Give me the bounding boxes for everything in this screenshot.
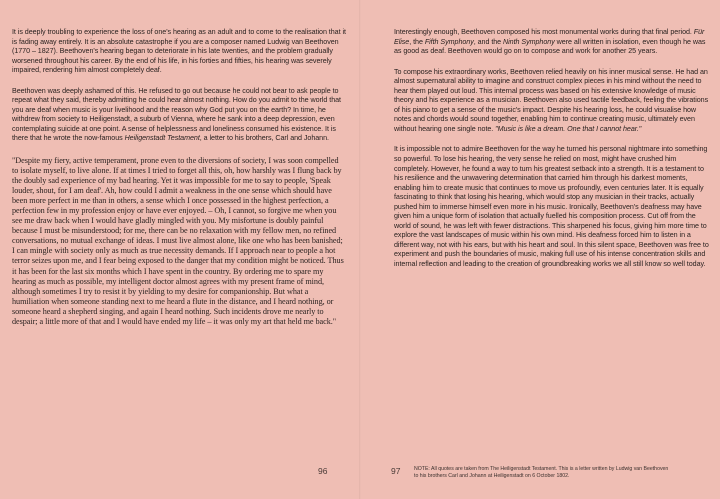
right-paragraph-2 xyxy=(394,68,710,135)
beethoven-quote: "Music is like a dream. One that I cannot hear." xyxy=(495,124,642,133)
left-page-column xyxy=(12,28,346,338)
testament-title: Heiligenstadt Testament xyxy=(124,134,200,143)
page-number-left: 96 xyxy=(318,466,328,476)
footnote-line-1: NOTE: All quotes are taken from The Heiligenstadt Testament. This is a letter written by Ludwig van Beethoven xyxy=(414,466,669,472)
left-paragraph-2-text-a: Beethoven was deeply ashamed of this. He refused to go out because he could not bear to ask people to repeat what they said, thereby admitting he could hear almost nothing. How do you admit to the world that you are deaf when music is your livelihood and the reason why God put you on the earth? In time, he withdrew from society to Heiligenstadt, a suburb of Vienna, where he sank into a deep depression, even contemplating suicide at one point. A sense of helplessness and loneliness consumed his existence. It is there that he wrote the now-famous xyxy=(12,86,341,143)
right-paragraph-1 xyxy=(394,28,710,57)
footnote xyxy=(414,466,714,481)
page-gutter xyxy=(359,0,361,499)
left-paragraph-2 xyxy=(12,87,346,144)
right-paragraph-1-text-b: , the xyxy=(409,37,425,46)
page-number-right: 97 xyxy=(391,466,401,476)
work-title-ninth-symphony: Ninth Symphony xyxy=(503,37,555,46)
right-paragraph-2-text: To compose his extraordinary works, Beethoven relied heavily on his inner musical sense. He had an almost supernatural ability to imagine and construct complex pieces in his mind without the need to hear them played out loud. This internal process was based on his extensive knowledge of music theory and his experience as a musician. Beethoven also used tactile feedback, feeling the vibrations of his piano to get a sense of the music's impact. Despite his hearing loss, he could visualise how notes and chords would sound together, enabling him to continue creating music, ultimately even without hearing one single note. xyxy=(394,67,709,133)
right-page-column xyxy=(394,28,710,281)
testament-quote: "Despite my fiery, active temperament, prone even to the diversions of society, I was soon compelled to isolate myself, to live alone. If at times I tried to forget all this, oh, how harshly was I flung back by the doubly sad experience of my bad hearing. Yet it was impossible for me to say to people, 'Speak louder, shout, for I am deaf'. Ah, how could I admit a weakness in the one sense which should have been more perfect in me than in others, a sense which I once possessed in the highest perfection, a perfection few in my profession enjoy or have ever enjoyed. – Oh, I cannot, so forgive me when you see me draw back when I would have gladly mingled with you. My misfortune is doubly painful because I must be misunderstood; for me, there can be no relaxation with my fellow men, no refined conversations, no mutual exchange of ideas. I must live almost alone, like one who has been banished; I can mingle with society only as much as true necessity demands. If I approach near to people a hot terror seizes upon me, and I fear being exposed to the danger that my condition might be noticed. Thus it has been for the last six months which I have spent in the country. By ordering me to spare my hearing as much as possible, my intelligent doctor almost agrees with my present frame of mind, although sometimes I try to resist it by yielding to my desire for companionship. But what a humiliation when someone standing next to me heard a flute in the distance, and I heard nothing, or someone heard a shepherd singing, and again I heard nothing. Such incidents drove me nearly to despair; a little more of that and I would have ended my life – it was only my art that held me back." xyxy=(12,156,344,326)
left-paragraph-2-text-b: , a letter to his brothers, Carl and Johann. xyxy=(199,134,329,143)
right-paragraph-1-text-c: , and the xyxy=(473,37,504,46)
footnote-line-2: to his brothers Carl and Johann at Heiligenstadt on 6 October 1802. xyxy=(414,473,570,480)
left-paragraph-1: It is deeply troubling to experience the loss of one's hearing as an adult and to come to the realisation that it is fading away entirely. It is an absolute catastrophe if you are a composer named Ludwig van Beethoven (1770 – 1827). Beethoven's hearing began to deteriorate in his late twenties, and the problem gradually worsened throughout his career. By the end of his life, in his forties and fifties, his hearing was severely impaired, rendering him almost completely deaf. xyxy=(12,28,346,75)
work-title-fur-elise: Für Elise xyxy=(394,28,705,46)
right-paragraph-1-text-d: were all written in isolation, even though he was as good as deaf. Beethoven would go on to compose and work for another 25 years. xyxy=(394,37,706,56)
right-paragraph-1-text-a: Interestingly enough, Beethoven composed his most monumental works during that final period. xyxy=(394,28,694,36)
right-paragraph-3: It is impossible not to admire Beethoven for the way he turned his personal nightmare into something so powerful. To lose his hearing, the very sense he relied on most, might have crushed him completely. However, he found a way to turn his greatest setback into a strength. It is a testament to his resilience and the unwavering determination that carried him through his darkest moments, enabling him to create music that continues to move us profoundly, even centuries later. It is equally fascinating to think that losing his hearing, which would stop any musician in their tracks, actually pushed him to immerse himself even more in his music. Ironically, Beethoven's deafness may have given him a unique form of isolation that actually fuelled his composition process. Cut off from the world of sound, he was left with fewer distractions. This sharpened his focus, giving him more time to explore the vast landscapes of music within his own mind. His deafness forced him to listen in a different way, not with his ears, but with his heart and soul. In this silent space, Beethoven was free to experiment and push the boundaries of music, making full use of his intense concentration skills and internal reflection and leading to the creation of groundbreaking works we all still know so well today. xyxy=(394,145,709,269)
work-title-fifth-symphony: Fifth Symphony xyxy=(424,37,474,46)
